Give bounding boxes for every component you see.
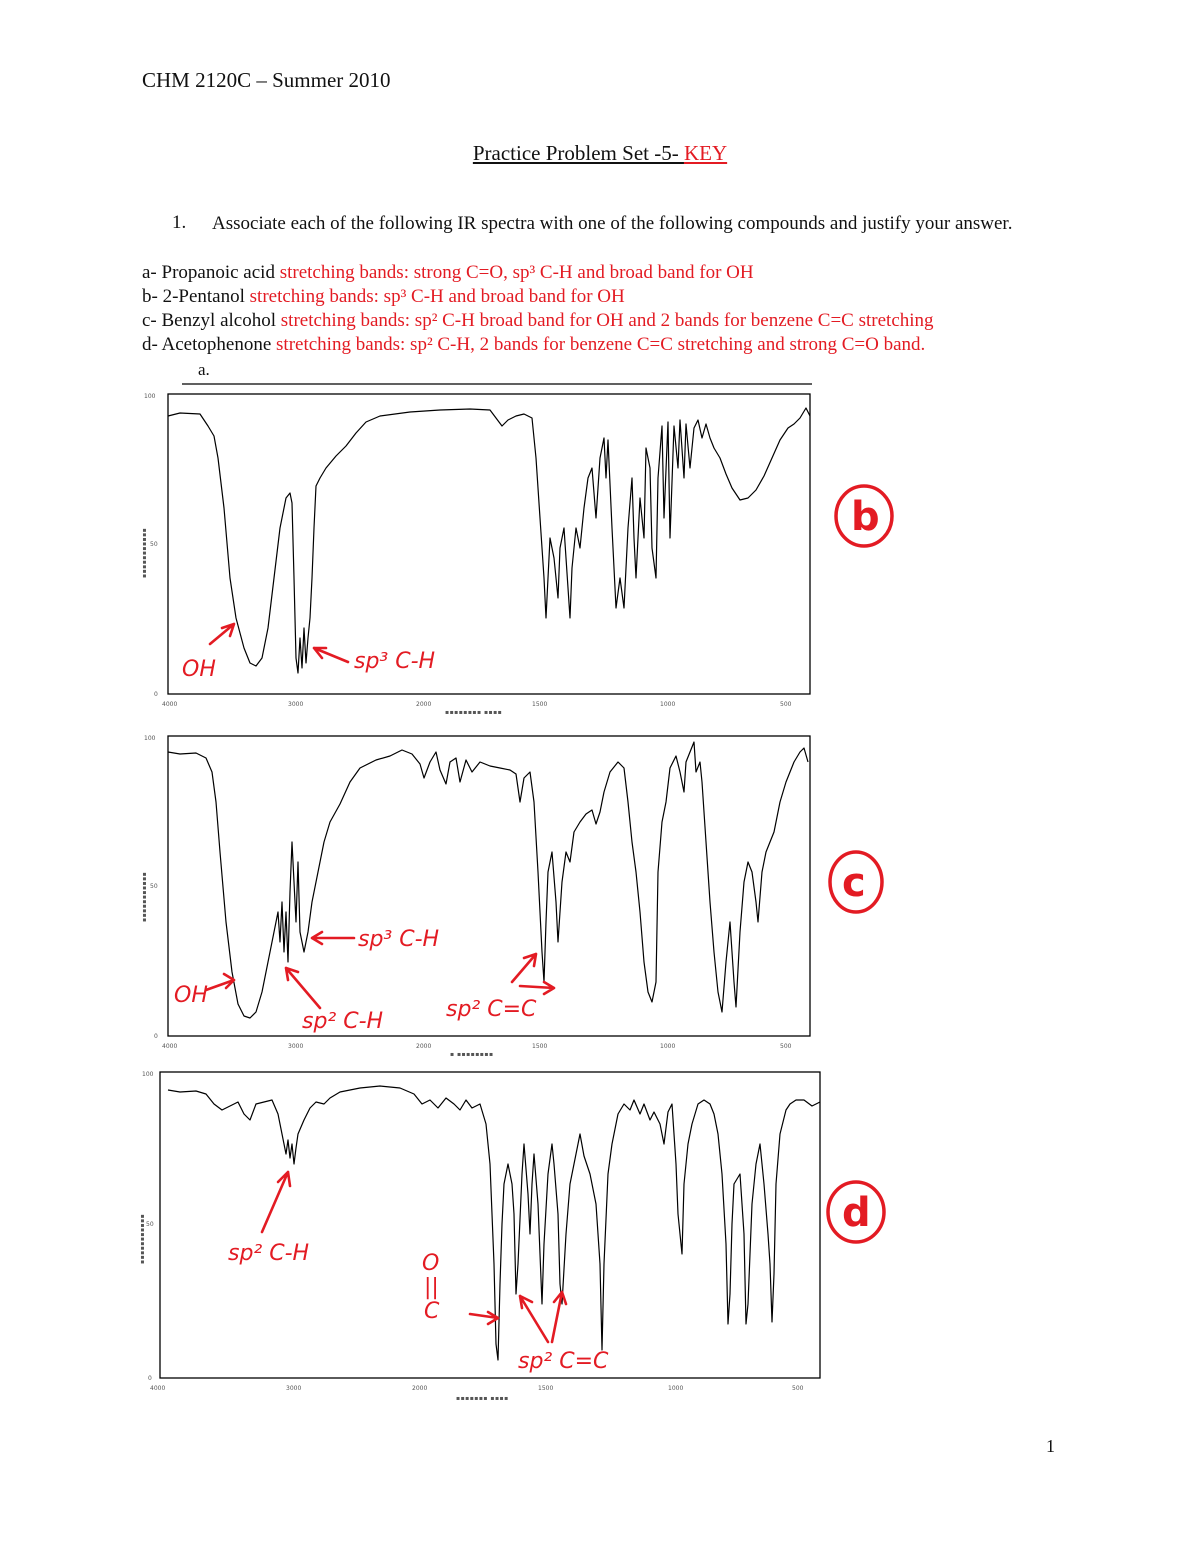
y-tick-label: 0 bbox=[148, 1375, 152, 1382]
y-tick-label: 0 bbox=[154, 1033, 158, 1040]
spectrum-trace bbox=[168, 742, 808, 1018]
spectrum-trace bbox=[168, 408, 810, 673]
sp3-arrow bbox=[312, 932, 354, 944]
co-annotation-c: C bbox=[424, 1299, 440, 1324]
sp3-annotation: sp³ C-H bbox=[354, 649, 436, 674]
y-tick-label: 50 bbox=[150, 883, 158, 890]
answer-letter: b bbox=[851, 494, 880, 540]
x-tick-label: 2000 bbox=[416, 1043, 432, 1050]
x-tick-label: 1500 bbox=[538, 1385, 554, 1392]
answer-a bbox=[142, 262, 754, 284]
x-tick-label: 1500 bbox=[532, 1043, 548, 1050]
sp3-annotation: sp³ C-H bbox=[358, 927, 440, 952]
sp2ch-annotation: sp² C-H bbox=[302, 1009, 384, 1034]
answer-b bbox=[142, 286, 625, 308]
sp3-arrow bbox=[314, 648, 348, 662]
sp2cc-arrow-right bbox=[552, 1292, 566, 1342]
y-tick-label: 50 bbox=[150, 541, 158, 548]
answer-label: c- Benzyl alcohol bbox=[142, 310, 277, 331]
y-axis-title: ▪▪▪▪▪▪▪▪▪▪▪ bbox=[141, 871, 148, 922]
answer-letter: d bbox=[842, 1190, 871, 1236]
oh-annotation: OH bbox=[174, 983, 208, 1008]
answer-letter: c bbox=[842, 860, 866, 906]
y-axis-title: ▪▪▪▪▪▪▪▪▪▪▪ bbox=[141, 527, 148, 578]
spectrum-2 bbox=[140, 722, 866, 1062]
answer-explanation: stretching bands: sp² C-H, 2 bands for benzene C=C stretching and strong C=O band. bbox=[271, 334, 926, 355]
sp2cc-arrow-left bbox=[520, 1296, 548, 1342]
x-axis-title: ▪ ▪▪▪▪▪▪▪▪ bbox=[450, 1051, 494, 1058]
sp2ch-annotation: sp² C-H bbox=[228, 1241, 310, 1266]
y-tick-label: 100 bbox=[142, 1071, 154, 1078]
y-axis-title: ▪▪▪▪▪▪▪▪▪▪▪ bbox=[139, 1213, 146, 1264]
question-number: 1. bbox=[172, 212, 187, 233]
answer-c bbox=[142, 310, 934, 332]
sp2ch-arrow bbox=[286, 968, 320, 1008]
x-axis-title: ▪▪▪▪▪▪▪▪ ▪▪▪▪ bbox=[445, 709, 503, 716]
answer-label: d- Acetophenone bbox=[142, 334, 272, 355]
spectrum-frame bbox=[160, 1072, 820, 1378]
sp2cc-annotation: sp² C=C bbox=[518, 1349, 609, 1374]
y-tick-label: 0 bbox=[154, 691, 158, 698]
x-tick-label: 1000 bbox=[668, 1385, 684, 1392]
x-tick-label: 3000 bbox=[288, 1043, 304, 1050]
sp2ch-arrow bbox=[262, 1172, 290, 1232]
x-tick-label: 2000 bbox=[416, 701, 432, 708]
sp2cc-annotation: sp² C=C bbox=[446, 997, 537, 1022]
spectrum-3 bbox=[139, 1064, 871, 1404]
x-tick-label: 4000 bbox=[150, 1385, 166, 1392]
answer-label: b- 2-Pentanol bbox=[142, 286, 245, 307]
sp2cc-arrow-right bbox=[520, 982, 554, 994]
x-axis-title: ▪▪▪▪▪▪▪ ▪▪▪▪ bbox=[456, 1395, 509, 1402]
x-tick-label: 500 bbox=[780, 1043, 792, 1050]
answer-d bbox=[142, 334, 925, 356]
oh-arrow bbox=[206, 974, 234, 990]
x-tick-label: 1500 bbox=[532, 701, 548, 708]
x-tick-label: 4000 bbox=[162, 1043, 178, 1050]
x-tick-label: 2000 bbox=[412, 1385, 428, 1392]
spectrum-1 bbox=[140, 378, 880, 718]
sp2cc-arrow-up bbox=[512, 954, 536, 982]
y-tick-label: 50 bbox=[146, 1221, 154, 1228]
question-text: Associate each of the following IR spectra with one of the following compounds and justify your answer. bbox=[212, 213, 1013, 234]
spectrum-frame bbox=[168, 736, 810, 1036]
oh-arrow bbox=[210, 624, 234, 644]
document-title bbox=[0, 141, 1200, 166]
title-key: KEY bbox=[683, 141, 728, 165]
x-tick-label: 4000 bbox=[162, 701, 178, 708]
answer-explanation: stretching bands: strong C=O, sp³ C-H and broad band for OH bbox=[274, 262, 754, 283]
y-tick-label: 100 bbox=[144, 393, 156, 400]
answer-explanation: stretching bands: sp² C-H broad band for OH and 2 bands for benzene C=C stretching bbox=[276, 310, 934, 331]
co-arrow bbox=[470, 1312, 498, 1324]
x-tick-label: 500 bbox=[792, 1385, 804, 1392]
answer-explanation: stretching bands: sp³ C-H and broad band for OH bbox=[244, 286, 625, 307]
x-tick-label: 3000 bbox=[288, 701, 304, 708]
page-number: 1 bbox=[1046, 1436, 1055, 1456]
co-annotation-bond: || bbox=[424, 1275, 439, 1300]
x-tick-label: 1000 bbox=[660, 701, 676, 708]
oh-annotation: OH bbox=[182, 657, 216, 682]
title-main: Practice Problem Set -5- bbox=[472, 141, 684, 165]
x-tick-label: 3000 bbox=[286, 1385, 302, 1392]
y-tick-label: 100 bbox=[144, 735, 156, 742]
x-tick-label: 1000 bbox=[660, 1043, 676, 1050]
x-tick-label: 500 bbox=[780, 701, 792, 708]
co-annotation-o: O bbox=[422, 1251, 440, 1276]
course-header: CHM 2120C – Summer 2010 bbox=[142, 68, 391, 92]
sub-question-label: a. bbox=[198, 360, 210, 379]
answer-label: a- Propanoic acid bbox=[142, 262, 275, 283]
